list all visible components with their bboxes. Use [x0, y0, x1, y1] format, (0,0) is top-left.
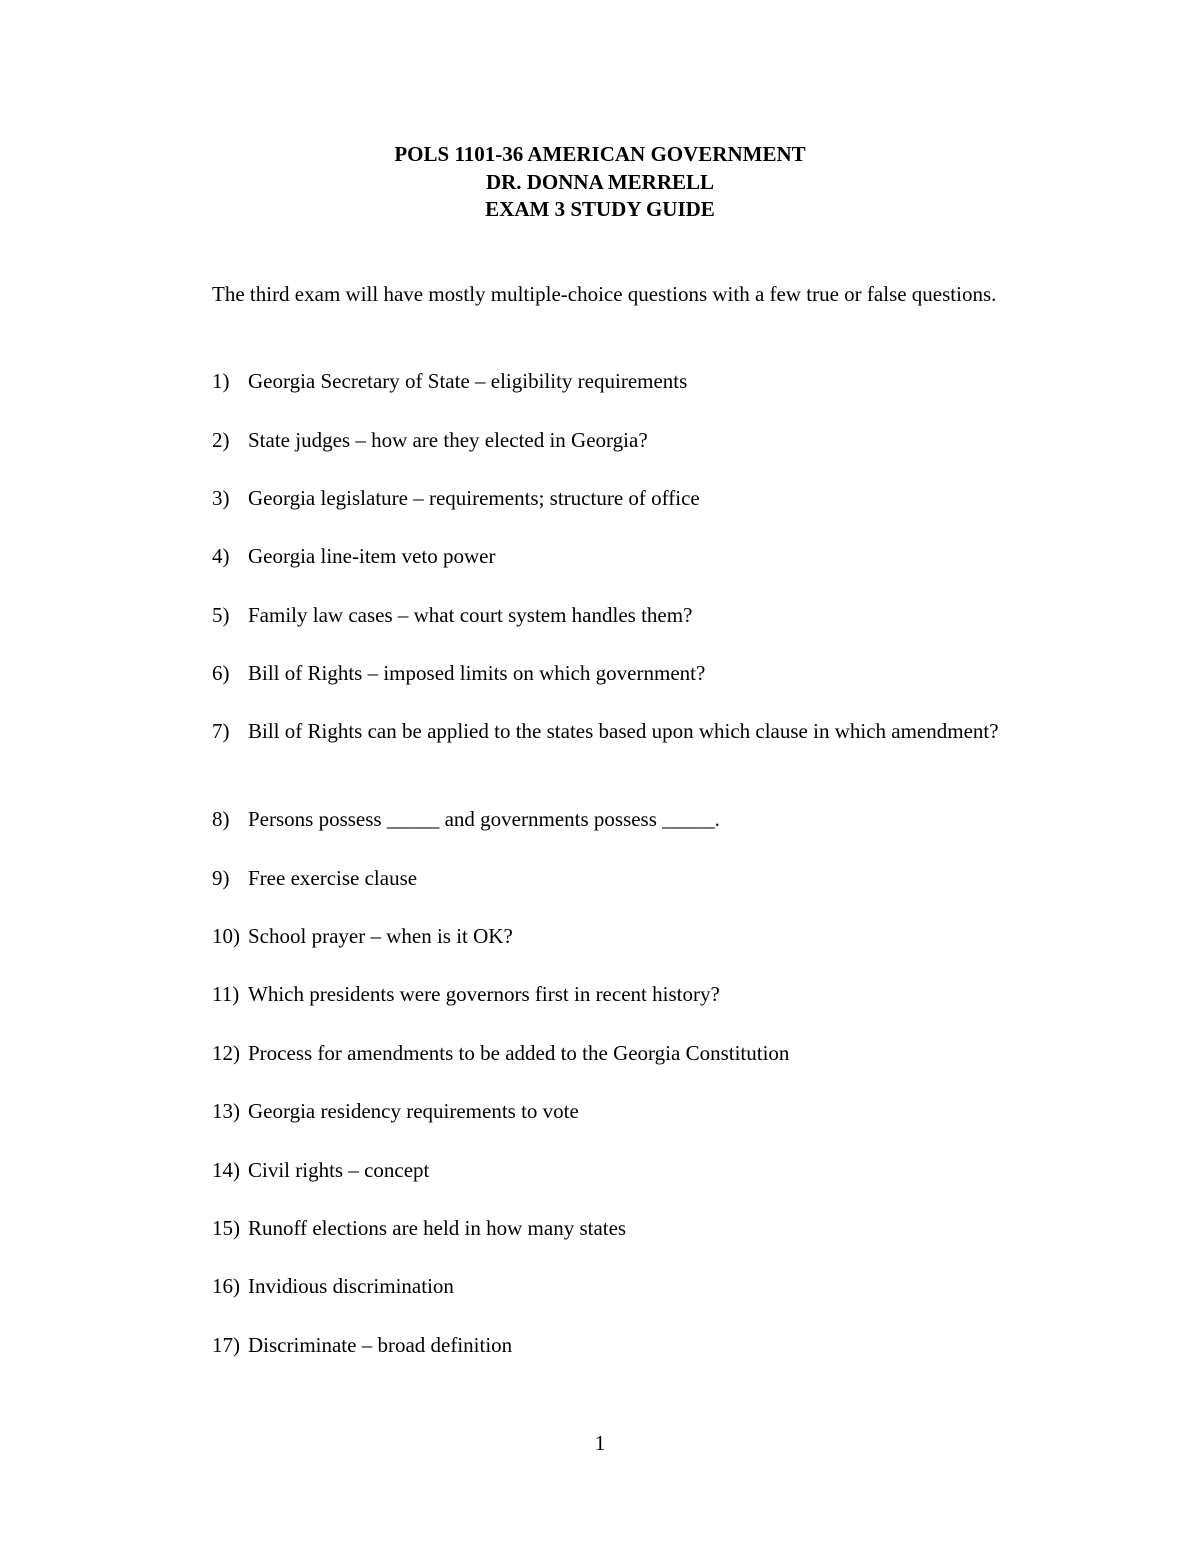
document-header — [0, 141, 1200, 224]
page-number: 1 — [594, 1431, 606, 1455]
item-text: State judges – how are they elected in Georgia? — [248, 428, 648, 452]
item-text: Invidious discrimination — [248, 1274, 454, 1298]
item-text: Georgia line-item veto power — [248, 544, 496, 568]
list-item — [212, 542, 1002, 571]
item-number: 15) — [212, 1216, 240, 1240]
list-item — [212, 922, 1002, 951]
item-text: School prayer – when is it OK? — [248, 924, 513, 948]
item-number: 10) — [212, 924, 240, 948]
item-text: Which presidents were governors first in recent history? — [248, 982, 720, 1006]
intro-paragraph: The third exam will have mostly multiple-choice questions with a few true or false questions. — [212, 282, 997, 306]
item-text: Process for amendments to be added to the Georgia Constitution — [248, 1041, 790, 1065]
item-number: 11) — [212, 982, 240, 1006]
list-item — [212, 659, 1002, 688]
item-number: 2) — [212, 428, 230, 452]
list-item — [212, 1156, 1002, 1185]
list-item — [212, 717, 1002, 746]
list-item — [212, 1331, 1002, 1360]
list-item — [212, 980, 1002, 1009]
item-text: Bill of Rights can be applied to the states based upon which clause in which amendment? — [248, 719, 999, 743]
item-number: 5) — [212, 603, 230, 627]
list-item — [212, 1272, 1002, 1301]
item-number: 8) — [212, 807, 230, 831]
guide-title: EXAM 3 STUDY GUIDE — [485, 197, 715, 221]
item-number: 9) — [212, 866, 230, 890]
item-number: 14) — [212, 1158, 240, 1182]
list-item — [212, 1097, 1002, 1126]
list-item — [212, 864, 1002, 893]
list-item — [212, 484, 1002, 513]
item-number: 17) — [212, 1333, 240, 1357]
item-number: 1) — [212, 369, 230, 393]
item-text: Free exercise clause — [248, 866, 418, 890]
list-item — [212, 601, 1002, 630]
list-item — [212, 805, 1002, 834]
course-title: POLS 1101-36 AMERICAN GOVERNMENT — [394, 142, 806, 166]
item-text: Civil rights – concept — [248, 1158, 430, 1182]
item-number: 4) — [212, 544, 230, 568]
item-text: Georgia Secretary of State – eligibility requirements — [248, 369, 688, 393]
item-number: 6) — [212, 661, 230, 685]
instructor-name: DR. DONNA MERRELL — [485, 169, 715, 194]
item-text: Georgia residency requirements to vote — [248, 1099, 579, 1123]
item-text: Discriminate – broad definition — [248, 1333, 513, 1357]
list-item — [212, 1039, 1002, 1068]
list-item — [212, 1214, 1002, 1243]
item-number: 16) — [212, 1274, 240, 1298]
list-item — [212, 367, 1002, 396]
item-number: 3) — [212, 486, 230, 510]
item-number: 13) — [212, 1099, 240, 1123]
item-text: Georgia legislature – requirements; structure of office — [248, 486, 700, 510]
list-item — [212, 426, 1002, 455]
item-text: Runoff elections are held in how many states — [248, 1216, 627, 1240]
item-number: 7) — [212, 719, 230, 743]
item-text: Family law cases – what court system handles them? — [248, 603, 693, 627]
item-text: Persons possess _____ and governments possess _____. — [248, 807, 720, 831]
item-number: 12) — [212, 1041, 240, 1065]
item-text: Bill of Rights – imposed limits on which government? — [248, 661, 706, 685]
